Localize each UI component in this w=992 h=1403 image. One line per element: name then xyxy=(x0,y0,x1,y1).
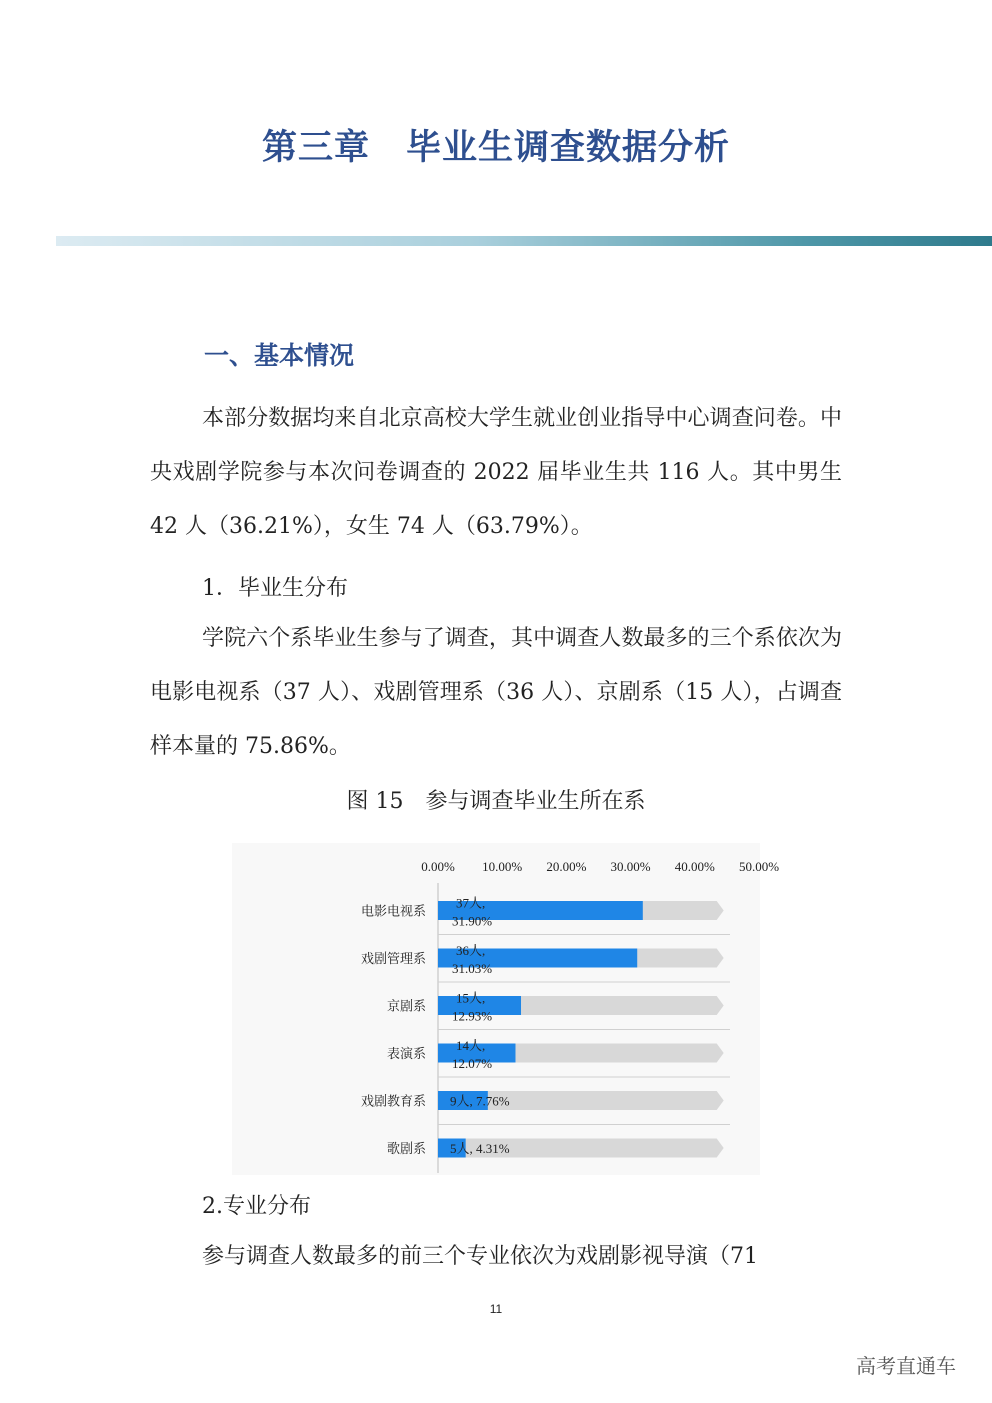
data-label: 9人, 7.76% xyxy=(450,1093,510,1109)
x-tick-label: 20.00% xyxy=(546,859,587,874)
category-label: 电影电视系 xyxy=(360,904,426,920)
x-tick-label: 30.00% xyxy=(610,859,651,874)
distribution-heading: 1．毕业生分布 xyxy=(202,576,348,601)
category-label: 戏剧管理系 xyxy=(360,952,426,967)
x-tick-label: 10.00% xyxy=(482,859,523,874)
category-label: 戏剧教育系 xyxy=(360,1094,426,1110)
data-label: 31.90% xyxy=(452,913,493,929)
major-paragraph: 参与调查人数最多的前三个专业依次为戏剧影视导演（71 xyxy=(202,1244,758,1269)
page-number: 11 xyxy=(489,1302,503,1316)
section-heading: 一、基本情况 xyxy=(204,341,355,370)
data-label: 12.93% xyxy=(452,1008,493,1024)
data-label: 14人, xyxy=(456,1038,486,1053)
watermark: 高考直通车 xyxy=(856,1354,956,1378)
category-label: 京剧系 xyxy=(386,999,426,1015)
data-label: 37人, xyxy=(456,895,486,911)
figure-caption: 图 15 参与调查毕业生所在系 xyxy=(346,789,646,814)
category-label: 表演系 xyxy=(386,1047,426,1062)
data-label: 15人, xyxy=(456,990,486,1006)
data-label: 31.03% xyxy=(452,961,493,976)
major-heading: 2.专业分布 xyxy=(202,1194,311,1219)
x-tick-label: 50.00% xyxy=(738,859,780,874)
x-tick-label: 40.00% xyxy=(674,859,715,874)
category-label: 歌剧系 xyxy=(386,1142,426,1157)
distribution-paragraph: 学院六个系毕业生参与了调查，其中调查人数最多的三个系依次为电影电视系（37 人）、戏剧管理系（36 人）、京剧系（15 人），占调查样本量的 75.86%。 xyxy=(150,626,842,759)
data-label: 5人, 4.31% xyxy=(450,1141,510,1156)
x-tick-label: 0.00% xyxy=(421,859,455,874)
title-divider xyxy=(56,236,992,246)
department-bar-chart xyxy=(232,843,780,1175)
intro-paragraph: 本部分数据均来自北京高校大学生就业创业指导中心调查问卷。中央戏剧学院参与本次问卷调查的 2022 届毕业生共 116 人。其中男生 42 人（36.21%），女生 74 人（63.79%）。 xyxy=(150,406,842,539)
chapter-title: 第三章 毕业生调查数据分析 xyxy=(261,128,730,168)
data-label: 12.07% xyxy=(452,1056,493,1071)
data-label: 36人, xyxy=(456,943,486,958)
